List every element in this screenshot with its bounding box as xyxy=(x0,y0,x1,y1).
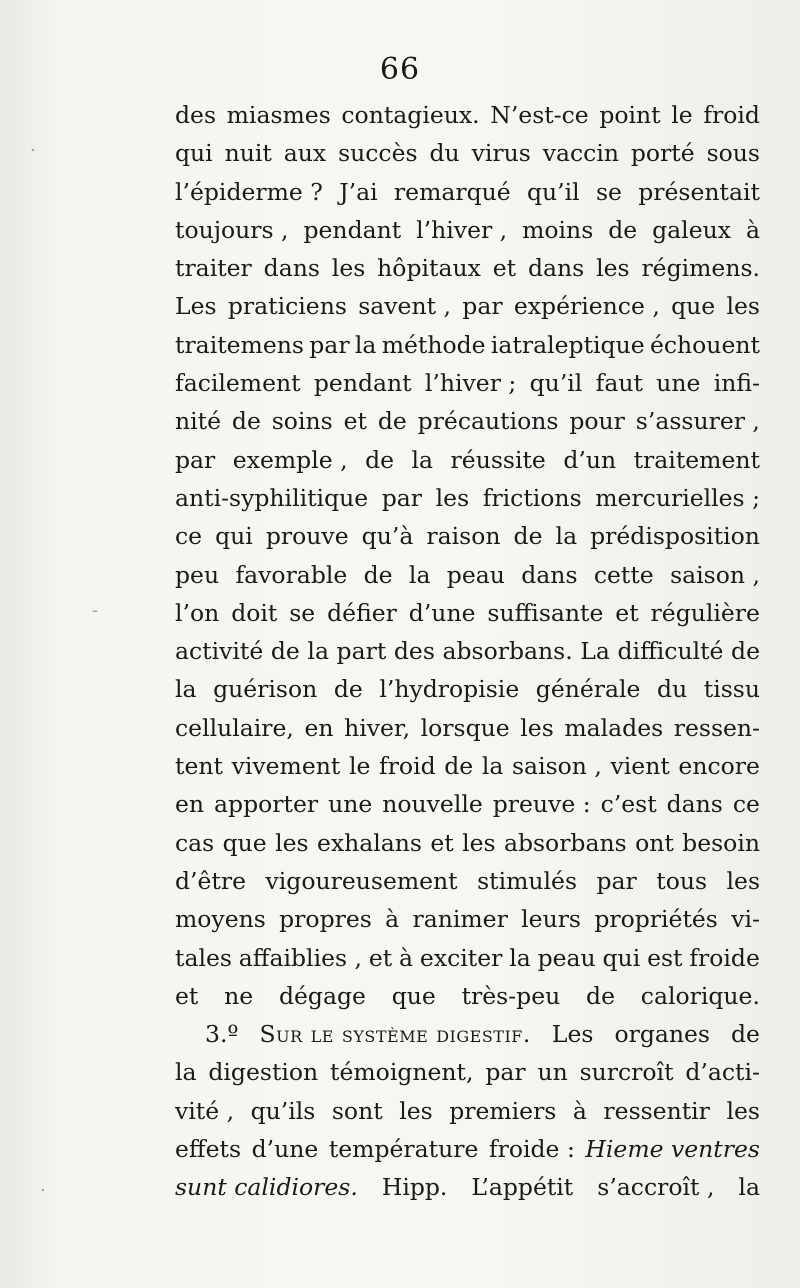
word: le xyxy=(671,101,693,129)
word: cas xyxy=(175,828,215,857)
word: les xyxy=(726,866,760,895)
word: échouent xyxy=(649,330,760,359)
word: dans xyxy=(263,254,320,283)
word: les xyxy=(462,828,496,857)
word: exemple , xyxy=(232,445,348,474)
word: anti-syphilitique xyxy=(175,483,369,512)
word: la xyxy=(408,560,431,589)
body-text xyxy=(175,96,760,1207)
word: la xyxy=(738,1173,760,1202)
word: peau xyxy=(537,943,596,972)
word: les xyxy=(596,254,630,283)
word: pendant xyxy=(313,369,412,398)
text-line xyxy=(175,479,760,517)
word: vigoureusement xyxy=(265,866,458,895)
word: part xyxy=(336,637,387,666)
word: vi- xyxy=(731,905,760,934)
word: d’être xyxy=(175,866,247,895)
text-line xyxy=(175,1168,760,1206)
word: précautions xyxy=(417,407,559,436)
word: apporter xyxy=(214,790,319,819)
text-line xyxy=(175,517,760,555)
word: nité xyxy=(175,407,222,436)
word: en xyxy=(304,713,334,742)
word: iatraleptique xyxy=(490,330,645,359)
word: lorsque xyxy=(420,713,510,742)
word: exhalans xyxy=(316,828,422,857)
word: générale xyxy=(535,675,641,704)
text-line xyxy=(175,785,760,823)
text-line xyxy=(175,900,760,938)
word: Hipp. xyxy=(381,1173,448,1202)
word: tissu xyxy=(703,675,760,704)
word: virus xyxy=(471,139,531,168)
text-line xyxy=(175,939,760,977)
word: hiver, xyxy=(344,713,411,742)
word: et xyxy=(430,828,454,857)
word: par xyxy=(309,330,350,359)
word: moyens xyxy=(175,905,266,934)
word: peau xyxy=(446,560,505,589)
section-number: 3.º xyxy=(205,1020,239,1049)
word: qui xyxy=(602,943,641,972)
word: malades xyxy=(564,713,664,742)
word: mercurielles ; xyxy=(595,483,760,512)
word: l’on xyxy=(175,598,220,627)
word: qui xyxy=(215,522,253,551)
word: succès xyxy=(338,139,418,168)
text-line xyxy=(175,747,760,785)
word: premiers xyxy=(449,1096,557,1125)
word: par xyxy=(596,866,637,895)
word: vient xyxy=(610,752,670,781)
word: d’un xyxy=(563,445,617,474)
word: stimulés xyxy=(477,866,578,895)
word: guérison xyxy=(213,675,318,704)
word: faut xyxy=(595,369,643,398)
word: présentait xyxy=(638,177,760,206)
word: propres xyxy=(279,905,372,934)
word: du xyxy=(429,139,460,168)
word: nuit xyxy=(224,139,272,168)
word: J’ai xyxy=(339,177,378,206)
word: dans xyxy=(527,254,585,283)
word: nouvelle xyxy=(382,790,483,819)
section-heading: Sur le système digestif. xyxy=(259,1020,531,1049)
word: la xyxy=(481,752,504,781)
text-line xyxy=(175,441,760,479)
word: très-peu xyxy=(461,981,561,1010)
word: les xyxy=(520,713,554,742)
word: expérience , xyxy=(513,292,660,321)
word: moins xyxy=(522,215,594,244)
page-number: 66 xyxy=(379,52,421,87)
word: par xyxy=(175,445,216,474)
word: de xyxy=(731,637,760,666)
word: dans xyxy=(666,790,723,819)
word: est xyxy=(647,943,683,972)
word: absorbans. xyxy=(442,637,573,666)
word: se xyxy=(595,177,622,206)
text-line xyxy=(175,670,760,708)
word: de xyxy=(608,215,638,244)
text-line xyxy=(175,977,760,1015)
word: une xyxy=(656,369,701,398)
text-line xyxy=(175,709,760,747)
word: prouve xyxy=(265,522,349,551)
text-line xyxy=(175,632,760,670)
word: praticiens xyxy=(227,292,347,321)
word: cellulaire, xyxy=(175,713,294,742)
word: les xyxy=(726,1096,760,1125)
word: infi- xyxy=(713,369,760,398)
word: témoignent, xyxy=(330,1058,474,1087)
text-line xyxy=(175,1130,760,1168)
word: savent , xyxy=(358,292,451,321)
word: régulière xyxy=(650,598,760,627)
word: l’hiver , xyxy=(416,215,508,244)
word: des xyxy=(393,637,435,666)
word: exciter xyxy=(419,943,503,972)
text-line xyxy=(175,287,760,325)
word: d’une xyxy=(408,598,476,627)
word: encore xyxy=(678,752,760,781)
word: de xyxy=(363,560,393,589)
word: régimens. xyxy=(641,254,760,283)
word: le xyxy=(348,752,371,781)
margin-speck: · xyxy=(40,1180,46,1201)
word: les xyxy=(435,483,470,512)
word: la xyxy=(411,445,434,474)
word: par xyxy=(485,1058,526,1087)
word: ce xyxy=(732,790,760,819)
word: froid xyxy=(379,752,436,781)
word: à xyxy=(399,943,414,972)
word: La xyxy=(580,637,610,666)
word: soins xyxy=(271,407,333,436)
text-line xyxy=(175,1053,760,1091)
word: température xyxy=(328,1135,479,1164)
section-line-word: organes xyxy=(614,1020,710,1049)
word: une xyxy=(328,790,373,819)
word: se xyxy=(289,598,316,627)
text-line xyxy=(175,1092,760,1130)
word: saison , xyxy=(512,752,602,781)
section-line-word: Les xyxy=(551,1020,594,1049)
word: que xyxy=(391,981,436,1010)
word: de xyxy=(444,752,474,781)
word: toujours , xyxy=(175,215,289,244)
word: que xyxy=(671,292,716,321)
word: ranimer xyxy=(412,905,508,934)
word: réussite xyxy=(450,445,546,474)
text-line xyxy=(175,173,760,211)
word: remarqué xyxy=(393,177,511,206)
word: peu xyxy=(175,560,220,589)
word: à xyxy=(745,215,760,244)
word: pendant xyxy=(303,215,402,244)
word: et xyxy=(343,407,367,436)
word: vaccin xyxy=(542,139,619,168)
word: s’assurer , xyxy=(635,407,760,436)
word: de xyxy=(333,675,363,704)
word: vivement xyxy=(231,752,341,781)
word: à xyxy=(385,905,400,934)
word: qu’ils xyxy=(250,1096,316,1125)
text-line xyxy=(175,594,760,632)
word: de xyxy=(586,981,615,1010)
word: par xyxy=(462,292,503,321)
word: la xyxy=(555,522,578,551)
word: raison xyxy=(426,522,501,551)
word: c’est xyxy=(600,790,657,819)
text-line xyxy=(175,134,760,172)
latin-quote-part1: Hieme ventres xyxy=(585,1135,760,1164)
word: de xyxy=(365,445,395,474)
word: sous xyxy=(706,139,760,168)
text-line xyxy=(175,364,760,402)
word: froide xyxy=(689,943,760,972)
word: des xyxy=(175,101,217,129)
word: l’hiver ; xyxy=(424,369,517,398)
word: tous xyxy=(656,866,708,895)
word: froid xyxy=(703,101,760,129)
word: dégage xyxy=(278,981,366,1010)
margin-speck: - xyxy=(92,600,99,621)
word: vité , xyxy=(175,1096,235,1125)
word: et xyxy=(615,598,639,627)
word: qui xyxy=(175,139,213,168)
word: favorable xyxy=(235,560,348,589)
word: L’appétit xyxy=(471,1173,574,1202)
word: méthode xyxy=(381,330,486,359)
text-line xyxy=(175,402,760,440)
word: la xyxy=(307,637,329,666)
word: N’est-ce xyxy=(490,101,589,129)
word: et xyxy=(492,254,517,283)
word: sont xyxy=(331,1096,383,1125)
word: contagieux. xyxy=(341,101,480,129)
word: suffisante xyxy=(487,598,604,627)
word: pour xyxy=(569,407,625,436)
word: facilement xyxy=(175,369,301,398)
word: traitemens xyxy=(175,330,304,359)
text-line xyxy=(175,211,760,249)
word: la xyxy=(509,943,531,972)
word: Les xyxy=(175,292,217,321)
word: tales xyxy=(175,943,232,972)
paragraph-lines-after xyxy=(175,1053,760,1130)
word: de xyxy=(377,407,407,436)
word: ressen- xyxy=(673,713,760,742)
word: les xyxy=(726,292,760,321)
word: la xyxy=(175,1058,197,1087)
word: ressentir xyxy=(603,1096,710,1125)
text-line xyxy=(175,556,760,594)
word: et xyxy=(368,943,393,972)
word: digestion xyxy=(208,1058,319,1087)
word: difficulté xyxy=(617,637,724,666)
word: en xyxy=(175,790,205,819)
word: de xyxy=(270,637,300,666)
word: ne xyxy=(224,981,254,1010)
word: traitement xyxy=(633,445,760,474)
word: s’accroît , xyxy=(597,1173,715,1202)
text-line xyxy=(175,326,760,364)
margin-speck: · xyxy=(30,140,36,161)
word: les xyxy=(331,254,366,283)
section-heading-line xyxy=(175,1015,760,1053)
text-line xyxy=(175,249,760,287)
section-line-word: de xyxy=(731,1020,760,1049)
word: la xyxy=(175,675,197,704)
word: d’acti- xyxy=(685,1058,760,1087)
word: froide : xyxy=(488,1135,575,1164)
word: hôpitaux xyxy=(377,254,481,283)
word: surcroît xyxy=(579,1058,674,1087)
text-line xyxy=(175,862,760,900)
word: de xyxy=(513,522,543,551)
word: dans xyxy=(521,560,578,589)
word: que xyxy=(222,828,267,857)
word: du xyxy=(657,675,688,704)
word: activité xyxy=(175,637,264,666)
word: frictions xyxy=(482,483,582,512)
word: à xyxy=(572,1096,587,1125)
word: d’une xyxy=(251,1135,319,1164)
word: de xyxy=(231,407,261,436)
word: qu’il xyxy=(526,177,580,206)
word: propriétés xyxy=(594,905,718,934)
word: point xyxy=(599,101,661,129)
word: aux xyxy=(283,139,327,168)
word: prédisposition xyxy=(590,522,760,551)
word: qu’à xyxy=(361,522,414,551)
word: qu’il xyxy=(529,369,583,398)
word: affaiblies , xyxy=(238,943,362,972)
word: galeux xyxy=(652,215,731,244)
word: un xyxy=(537,1058,568,1087)
word: ont xyxy=(635,828,674,857)
word: ce xyxy=(175,522,203,551)
text-line xyxy=(175,96,760,134)
word: cette xyxy=(593,560,654,589)
word: les xyxy=(275,828,309,857)
word: effets xyxy=(175,1135,242,1164)
word: les xyxy=(399,1096,433,1125)
word: doit xyxy=(231,598,278,627)
latin-quote-part2: sunt calidiores. xyxy=(175,1173,358,1202)
word: tent xyxy=(175,752,223,781)
word: saison , xyxy=(670,560,760,589)
word: l’épiderme ? xyxy=(175,177,323,206)
word: miasmes xyxy=(226,101,331,129)
word: défier xyxy=(327,598,397,627)
word: calorique. xyxy=(640,981,760,1010)
word: la xyxy=(354,330,377,359)
word: absorbans xyxy=(503,828,627,857)
word: l’hydropisie xyxy=(379,675,520,704)
word: preuve : xyxy=(492,790,591,819)
word: par xyxy=(381,483,423,512)
word: leurs xyxy=(521,905,581,934)
word: et xyxy=(175,981,199,1010)
text-line xyxy=(175,824,760,862)
word: traiter xyxy=(175,254,252,283)
paragraph-lines xyxy=(175,96,760,1015)
word: porté xyxy=(630,139,695,168)
word: besoin xyxy=(682,828,760,857)
